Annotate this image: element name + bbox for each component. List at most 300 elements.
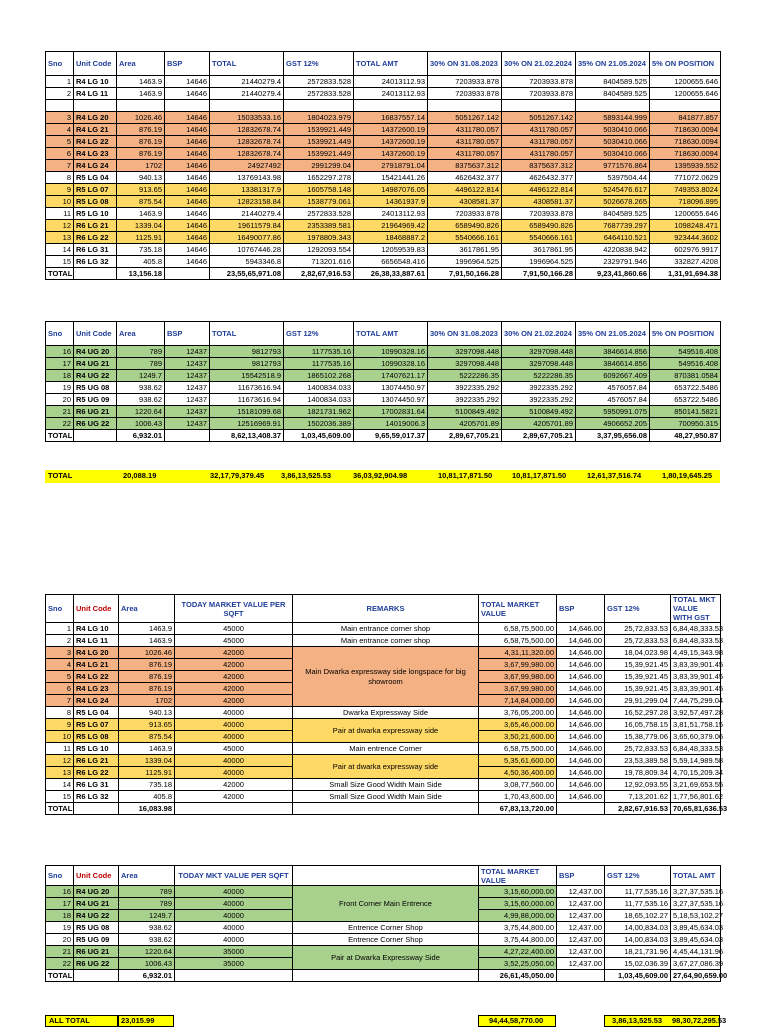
- table-cell: 4626432.377: [428, 172, 502, 184]
- table-cell: 3,67,99,980.00: [479, 659, 557, 671]
- table-cell: 14,646.00: [557, 719, 605, 731]
- remarks-cell: Main Dwarka expressway side longspace for big showroom: [293, 647, 479, 707]
- table-cell: 6464110.521: [576, 232, 650, 244]
- table-cell: 4220838.942: [576, 244, 650, 256]
- table-row: [46, 922, 721, 934]
- table-cell: 5893144.999: [576, 112, 650, 124]
- table-cell: 21440279.4: [210, 208, 284, 220]
- table-cell: 42000: [175, 647, 293, 659]
- remarks-cell: Main entrence Corner: [293, 743, 479, 755]
- table-cell: 3,75,44,800.00: [479, 934, 557, 946]
- table-cell: 4: [46, 124, 74, 136]
- total-cell: 9,65,59,017.37: [354, 430, 428, 442]
- column-header: TOTAL MKT VALUE WITH GST: [671, 595, 721, 623]
- table-cell: 8375637.312: [502, 160, 576, 172]
- total-cell: TOTAL: [46, 268, 74, 280]
- table-cell: 21: [46, 406, 74, 418]
- table-cell: 841877.857: [650, 112, 721, 124]
- table-row: [46, 791, 721, 803]
- table-row: [46, 719, 721, 731]
- table-cell: R4 UG 22: [74, 910, 119, 922]
- table-cell: 3,65,46,000.00: [479, 719, 557, 731]
- table-cell: 5,18,53,102.27: [671, 910, 721, 922]
- table-row: [46, 256, 721, 268]
- table-cell: 771072.0629: [650, 172, 721, 184]
- total-cell: 6,932.01: [117, 430, 165, 442]
- table-cell: 7203933.878: [502, 88, 576, 100]
- total-cell: 13,156.18: [117, 268, 165, 280]
- table-cell: R4 LG 10: [74, 623, 119, 635]
- table-row: [46, 232, 721, 244]
- table-cell: 1,70,43,600.00: [479, 791, 557, 803]
- total-cell: [74, 268, 117, 280]
- total-cell: 1,03,45,609.00: [605, 970, 671, 982]
- table-cell: R4 LG 11: [74, 635, 119, 647]
- column-header: 30% ON 21.02.2024: [502, 322, 576, 346]
- total-cell: [175, 803, 293, 815]
- market-value-table-lg: [45, 594, 728, 815]
- column-header: BSP: [165, 322, 210, 346]
- total-cell: 2,82,67,916.53: [605, 803, 671, 815]
- table-cell: 17: [46, 898, 74, 910]
- total-cell: [74, 430, 117, 442]
- column-header: BSP: [557, 866, 605, 886]
- table-cell: 5943346.8: [210, 256, 284, 268]
- table-cell: 6: [46, 148, 74, 160]
- table-cell: 4906652.205: [576, 418, 650, 430]
- table-cell: 6589490.826: [428, 220, 502, 232]
- table-row: [46, 418, 721, 430]
- table-cell: 7203933.878: [428, 76, 502, 88]
- table-cell: 12437: [165, 406, 210, 418]
- table-cell: 1702: [117, 160, 165, 172]
- table-cell: 1,77,56,801.62: [671, 791, 721, 803]
- table-cell: 8404589.525: [576, 88, 650, 100]
- table-cell: 29,91,299.04: [605, 695, 671, 707]
- table-cell: R4 UG 21: [74, 358, 117, 370]
- table-cell: 1292093.554: [284, 244, 354, 256]
- table-cell: [650, 100, 721, 112]
- table-cell: 18,21,731.96: [605, 946, 671, 958]
- column-header: Unit Code: [74, 322, 117, 346]
- total-cell: 9,23,41,860.66: [576, 268, 650, 280]
- table-cell: 735.18: [117, 244, 165, 256]
- table-cell: 9771576.864: [576, 160, 650, 172]
- table-cell: 1026.46: [119, 647, 175, 659]
- table-cell: 5100849.492: [502, 406, 576, 418]
- table-cell: 735.18: [119, 779, 175, 791]
- table-cell: 14372600.19: [354, 148, 428, 160]
- table-cell: 14,646.00: [557, 683, 605, 695]
- grand-total-p2: 10,81,17,871.50: [512, 471, 567, 480]
- table-cell: 1463.9: [119, 635, 175, 647]
- table-cell: 13: [46, 767, 74, 779]
- column-header: TOTAL AMT: [354, 52, 428, 76]
- column-header: 30% ON 31.08.2023: [428, 322, 502, 346]
- table-cell: 4308581.37: [502, 196, 576, 208]
- table-row: [46, 647, 721, 659]
- remarks-cell: Pair at dwarka expressway side: [293, 719, 479, 743]
- table-row: [46, 743, 721, 755]
- table-cell: R5 LG 04: [74, 172, 117, 184]
- table-cell: 14,646.00: [557, 671, 605, 683]
- table-cell: 5051267.142: [502, 112, 576, 124]
- table-cell: 24927492: [210, 160, 284, 172]
- table-cell: 45000: [175, 635, 293, 647]
- table-cell: 11: [46, 743, 74, 755]
- table-cell: 3922335.292: [502, 382, 576, 394]
- table-cell: 1804023.979: [284, 112, 354, 124]
- table-cell: 3297098.448: [428, 358, 502, 370]
- column-header: Unit Code: [74, 595, 119, 623]
- table-cell: 14646: [165, 220, 210, 232]
- table-cell: 25,72,833.53: [605, 623, 671, 635]
- table-row: [46, 406, 721, 418]
- column-header: Sno: [46, 595, 74, 623]
- table-cell: 789: [119, 886, 175, 898]
- table-cell: 12,437.00: [557, 898, 605, 910]
- table-cell: 12437: [165, 370, 210, 382]
- remarks-cell: Entrence Corner Shop: [293, 934, 479, 946]
- table-cell: 27918791.04: [354, 160, 428, 172]
- total-cell: 7,91,50,166.28: [502, 268, 576, 280]
- table-cell: 21: [46, 946, 74, 958]
- table-cell: 10: [46, 731, 74, 743]
- table-cell: 1978809.343: [284, 232, 354, 244]
- table-cell: 4626432.377: [502, 172, 576, 184]
- table-cell: 700950.315: [650, 418, 721, 430]
- table-cell: 749353.8024: [650, 184, 721, 196]
- table-cell: 14646: [165, 88, 210, 100]
- table-cell: 14,646.00: [557, 731, 605, 743]
- table-cell: 938.62: [119, 922, 175, 934]
- total-cell: 26,61,45,050.00: [479, 970, 557, 982]
- total-cell: 70,65,81,636.53: [671, 803, 721, 815]
- grand-total-row: [45, 470, 720, 483]
- table-cell: 40000: [175, 934, 293, 946]
- remarks-cell: Main entrance corner shop: [293, 623, 479, 635]
- table-cell: 5030410.066: [576, 136, 650, 148]
- table-cell: 3,75,44,800.00: [479, 922, 557, 934]
- table-cell: 1652297.278: [284, 172, 354, 184]
- table-cell: 45000: [175, 623, 293, 635]
- table-cell: 405.8: [119, 791, 175, 803]
- table-cell: 6,84,48,333.53: [671, 623, 721, 635]
- total-cell: 3,37,95,656.08: [576, 430, 650, 442]
- table-cell: 5030410.066: [576, 148, 650, 160]
- table-cell: 4,45,44,131.96: [671, 946, 721, 958]
- table-cell: [165, 100, 210, 112]
- column-header: 30% ON 31.08.2023: [428, 52, 502, 76]
- table-cell: 3,52,25,050.00: [479, 958, 557, 970]
- table-cell: R6 UG 22: [74, 958, 119, 970]
- table-cell: 18468887.2: [354, 232, 428, 244]
- table-cell: 5222286.35: [502, 370, 576, 382]
- table-cell: 3,83,39,901.45: [671, 671, 721, 683]
- header-row: [46, 866, 721, 886]
- table-cell: 1539921.449: [284, 148, 354, 160]
- column-header: BSP: [165, 52, 210, 76]
- table-cell: 12,92,093.55: [605, 779, 671, 791]
- table-cell: 14646: [165, 184, 210, 196]
- table-cell: 5100849.492: [428, 406, 502, 418]
- table-cell: 4,99,88,000.00: [479, 910, 557, 922]
- remarks-cell: Small Size Good Width Main Side: [293, 791, 479, 803]
- table-cell: 14646: [165, 208, 210, 220]
- remarks-cell: Small Size Good Width Main Side: [293, 779, 479, 791]
- table-cell: 4576057.84: [576, 394, 650, 406]
- table-cell: 15,02,036.39: [605, 958, 671, 970]
- table-cell: 1400834.033: [284, 382, 354, 394]
- table-cell: 3922335.292: [502, 394, 576, 406]
- table-cell: 14361937.9: [354, 196, 428, 208]
- table-cell: 4496122.814: [428, 184, 502, 196]
- table-cell: R5 UG 08: [74, 922, 119, 934]
- table-cell: 14646: [165, 148, 210, 160]
- table-cell: 789: [117, 346, 165, 358]
- table-cell: 4576057.84: [576, 382, 650, 394]
- table-cell: 8: [46, 707, 74, 719]
- table-cell: 5026678.265: [576, 196, 650, 208]
- table-cell: 3,67,27,086.39: [671, 958, 721, 970]
- table-cell: 3922335.292: [428, 382, 502, 394]
- table-cell: 16,52,297.28: [605, 707, 671, 719]
- table-cell: 1200655.646: [650, 88, 721, 100]
- table-cell: 19,78,809.34: [605, 767, 671, 779]
- table-cell: 15033533.16: [210, 112, 284, 124]
- table-cell: R6 UG 21: [74, 946, 119, 958]
- column-header: TODAY MARKET VALUE PER SQFT: [175, 595, 293, 623]
- table-cell: 14,646.00: [557, 695, 605, 707]
- table-cell: [284, 100, 354, 112]
- table-cell: 16490077.86: [210, 232, 284, 244]
- table-cell: R5 LG 08: [74, 196, 117, 208]
- all-total-gst: 3,86,13,525.53: [612, 1016, 663, 1025]
- table-cell: 876.19: [119, 671, 175, 683]
- table-row: [46, 100, 721, 112]
- table-cell: 12832678.74: [210, 148, 284, 160]
- total-row: [46, 430, 721, 442]
- table-cell: 4311780.057: [428, 148, 502, 160]
- table-cell: 18: [46, 370, 74, 382]
- table-cell: 5051267.142: [428, 112, 502, 124]
- table-cell: 42000: [175, 791, 293, 803]
- table-cell: 8375637.312: [428, 160, 502, 172]
- table-cell: 3,76,05,200.00: [479, 707, 557, 719]
- table-cell: 4311780.057: [428, 136, 502, 148]
- table-cell: 15,39,921.45: [605, 659, 671, 671]
- table-cell: 549516.408: [650, 346, 721, 358]
- table-cell: R5 LG 07: [74, 719, 119, 731]
- table-cell: 14646: [165, 76, 210, 88]
- column-header: TOTAL MARKET VALUE: [479, 866, 557, 886]
- column-header: Area: [117, 322, 165, 346]
- table-cell: 35000: [175, 958, 293, 970]
- table-cell: 14: [46, 779, 74, 791]
- table-cell: 9812793: [210, 358, 284, 370]
- column-header: 35% ON 21.05.2024: [576, 322, 650, 346]
- grand-total-area: 20,088.19: [123, 471, 157, 480]
- table-cell: 35000: [175, 946, 293, 958]
- table-cell: R4 LG 23: [74, 148, 117, 160]
- column-header: [293, 866, 479, 886]
- table-cell: 19611579.84: [210, 220, 284, 232]
- table-cell: 7203933.878: [428, 88, 502, 100]
- table-cell: 5540666.161: [502, 232, 576, 244]
- column-header: Area: [119, 595, 175, 623]
- table-cell: 14,646.00: [557, 635, 605, 647]
- table-cell: 14,646.00: [557, 647, 605, 659]
- table-cell: 15,39,921.45: [605, 683, 671, 695]
- table-cell: 40000: [175, 922, 293, 934]
- table-cell: 3,27,37,535.16: [671, 898, 721, 910]
- payment-schedule-table-lg: [45, 51, 721, 280]
- table-cell: 7: [46, 695, 74, 707]
- column-header: Sno: [46, 866, 74, 886]
- market-value-table-ug: [45, 865, 728, 982]
- table-cell: R5 UG 08: [74, 382, 117, 394]
- table-cell: 11673616.94: [210, 382, 284, 394]
- table-cell: 13074450.97: [354, 382, 428, 394]
- table-cell: 12,437.00: [557, 886, 605, 898]
- table-cell: 17: [46, 358, 74, 370]
- table-cell: 6589490.826: [502, 220, 576, 232]
- table-cell: 405.8: [117, 256, 165, 268]
- total-cell: TOTAL: [46, 430, 74, 442]
- header-row: [46, 52, 721, 76]
- table-cell: 15181099.68: [210, 406, 284, 418]
- table-cell: 7203933.878: [428, 208, 502, 220]
- total-cell: 67,83,13,720.00: [479, 803, 557, 815]
- table-cell: 19: [46, 382, 74, 394]
- table-cell: 875.54: [117, 196, 165, 208]
- table-cell: 718630.0094: [650, 136, 721, 148]
- table-cell: 940.13: [119, 707, 175, 719]
- column-header: 35% ON 21.05.2024: [576, 52, 650, 76]
- total-cell: TOTAL: [46, 803, 74, 815]
- table-cell: 14646: [165, 136, 210, 148]
- table-cell: 3297098.448: [428, 346, 502, 358]
- table-row: [46, 755, 721, 767]
- table-cell: 5,35,61,600.00: [479, 755, 557, 767]
- table-cell: R5 LG 04: [74, 707, 119, 719]
- table-cell: 876.19: [117, 136, 165, 148]
- table-cell: R6 LG 31: [74, 779, 119, 791]
- table-row: [46, 382, 721, 394]
- table-cell: 21964969.42: [354, 220, 428, 232]
- total-row: [46, 803, 721, 815]
- table-cell: 12823158.84: [210, 196, 284, 208]
- table-cell: 332827.4208: [650, 256, 721, 268]
- table-cell: 2572833.528: [284, 76, 354, 88]
- grand-total-p3: 12,61,37,516.74: [587, 471, 642, 480]
- table-cell: 42000: [175, 671, 293, 683]
- table-cell: 6,58,75,500.00: [479, 623, 557, 635]
- table-row: [46, 946, 721, 958]
- total-row: [46, 268, 721, 280]
- table-cell: 789: [117, 358, 165, 370]
- table-cell: 13: [46, 232, 74, 244]
- table-cell: 42000: [175, 695, 293, 707]
- total-cell: 7,91,50,166.28: [428, 268, 502, 280]
- table-cell: 12059539.83: [354, 244, 428, 256]
- table-row: [46, 934, 721, 946]
- table-cell: 1339.04: [117, 220, 165, 232]
- table-cell: 14,646.00: [557, 779, 605, 791]
- payment-schedule-table-ug: [45, 321, 721, 442]
- table-cell: 3,15,60,000.00: [479, 898, 557, 910]
- table-cell: 1177535.16: [284, 358, 354, 370]
- table-cell: R4 LG 24: [74, 695, 119, 707]
- column-header: TOTAL: [210, 52, 284, 76]
- table-cell: 1463.9: [119, 743, 175, 755]
- table-cell: 20: [46, 394, 74, 406]
- table-row: [46, 160, 721, 172]
- all-total-amt: 98,30,72,295.53: [672, 1016, 727, 1025]
- remarks-cell: Dwarka Expressway Side: [293, 707, 479, 719]
- table-cell: R4 LG 22: [74, 136, 117, 148]
- table-cell: R4 LG 21: [74, 124, 117, 136]
- column-header: Sno: [46, 322, 74, 346]
- remarks-cell: Pair at Dwarka Expressway Side: [293, 946, 479, 970]
- table-cell: R4 UG 20: [74, 886, 119, 898]
- table-cell: 875.54: [119, 731, 175, 743]
- table-cell: 14,646.00: [557, 707, 605, 719]
- column-header: TOTAL: [210, 322, 284, 346]
- table-cell: 4,27,22,400.00: [479, 946, 557, 958]
- remarks-cell: Front Corner Main Entrence: [293, 886, 479, 922]
- table-cell: 40000: [175, 886, 293, 898]
- column-header: GST 12%: [605, 866, 671, 886]
- table-cell: R4 LG 22: [74, 671, 119, 683]
- grand-total-total: 32,17,79,379.45: [210, 471, 265, 480]
- table-cell: 14019006.3: [354, 418, 428, 430]
- table-cell: 7203933.878: [502, 208, 576, 220]
- table-cell: 4,50,36,400.00: [479, 767, 557, 779]
- table-row: [46, 707, 721, 719]
- table-cell: 3,67,99,980.00: [479, 671, 557, 683]
- table-cell: 1098248.471: [650, 220, 721, 232]
- table-cell: 14,646.00: [557, 623, 605, 635]
- table-cell: 5222286.35: [428, 370, 502, 382]
- column-header: 30% ON 21.02.2024: [502, 52, 576, 76]
- column-header: 5% ON POSITION: [650, 52, 721, 76]
- table-cell: 24013112.93: [354, 88, 428, 100]
- table-cell: 15542518.9: [210, 370, 284, 382]
- table-cell: [210, 100, 284, 112]
- table-row: [46, 886, 721, 898]
- table-cell: 1249.7: [117, 370, 165, 382]
- table-cell: 12: [46, 220, 74, 232]
- table-cell: 8404589.525: [576, 76, 650, 88]
- table-cell: 1865102.268: [284, 370, 354, 382]
- table-cell: 602976.9917: [650, 244, 721, 256]
- table-cell: R4 LG 10: [74, 76, 117, 88]
- table-cell: 4311780.057: [502, 148, 576, 160]
- table-cell: 2329791.946: [576, 256, 650, 268]
- table-cell: 3: [46, 112, 74, 124]
- all-total-label: ALL TOTAL: [49, 1016, 90, 1025]
- table-cell: 3,89,45,634.03: [671, 934, 721, 946]
- table-cell: 13074450.97: [354, 394, 428, 406]
- table-cell: 40000: [175, 898, 293, 910]
- total-cell: 2,89,67,705.21: [502, 430, 576, 442]
- total-cell: [293, 970, 479, 982]
- table-cell: 9: [46, 719, 74, 731]
- table-cell: 6: [46, 683, 74, 695]
- table-cell: 2991299.04: [284, 160, 354, 172]
- total-cell: 23,55,65,971.08: [210, 268, 284, 280]
